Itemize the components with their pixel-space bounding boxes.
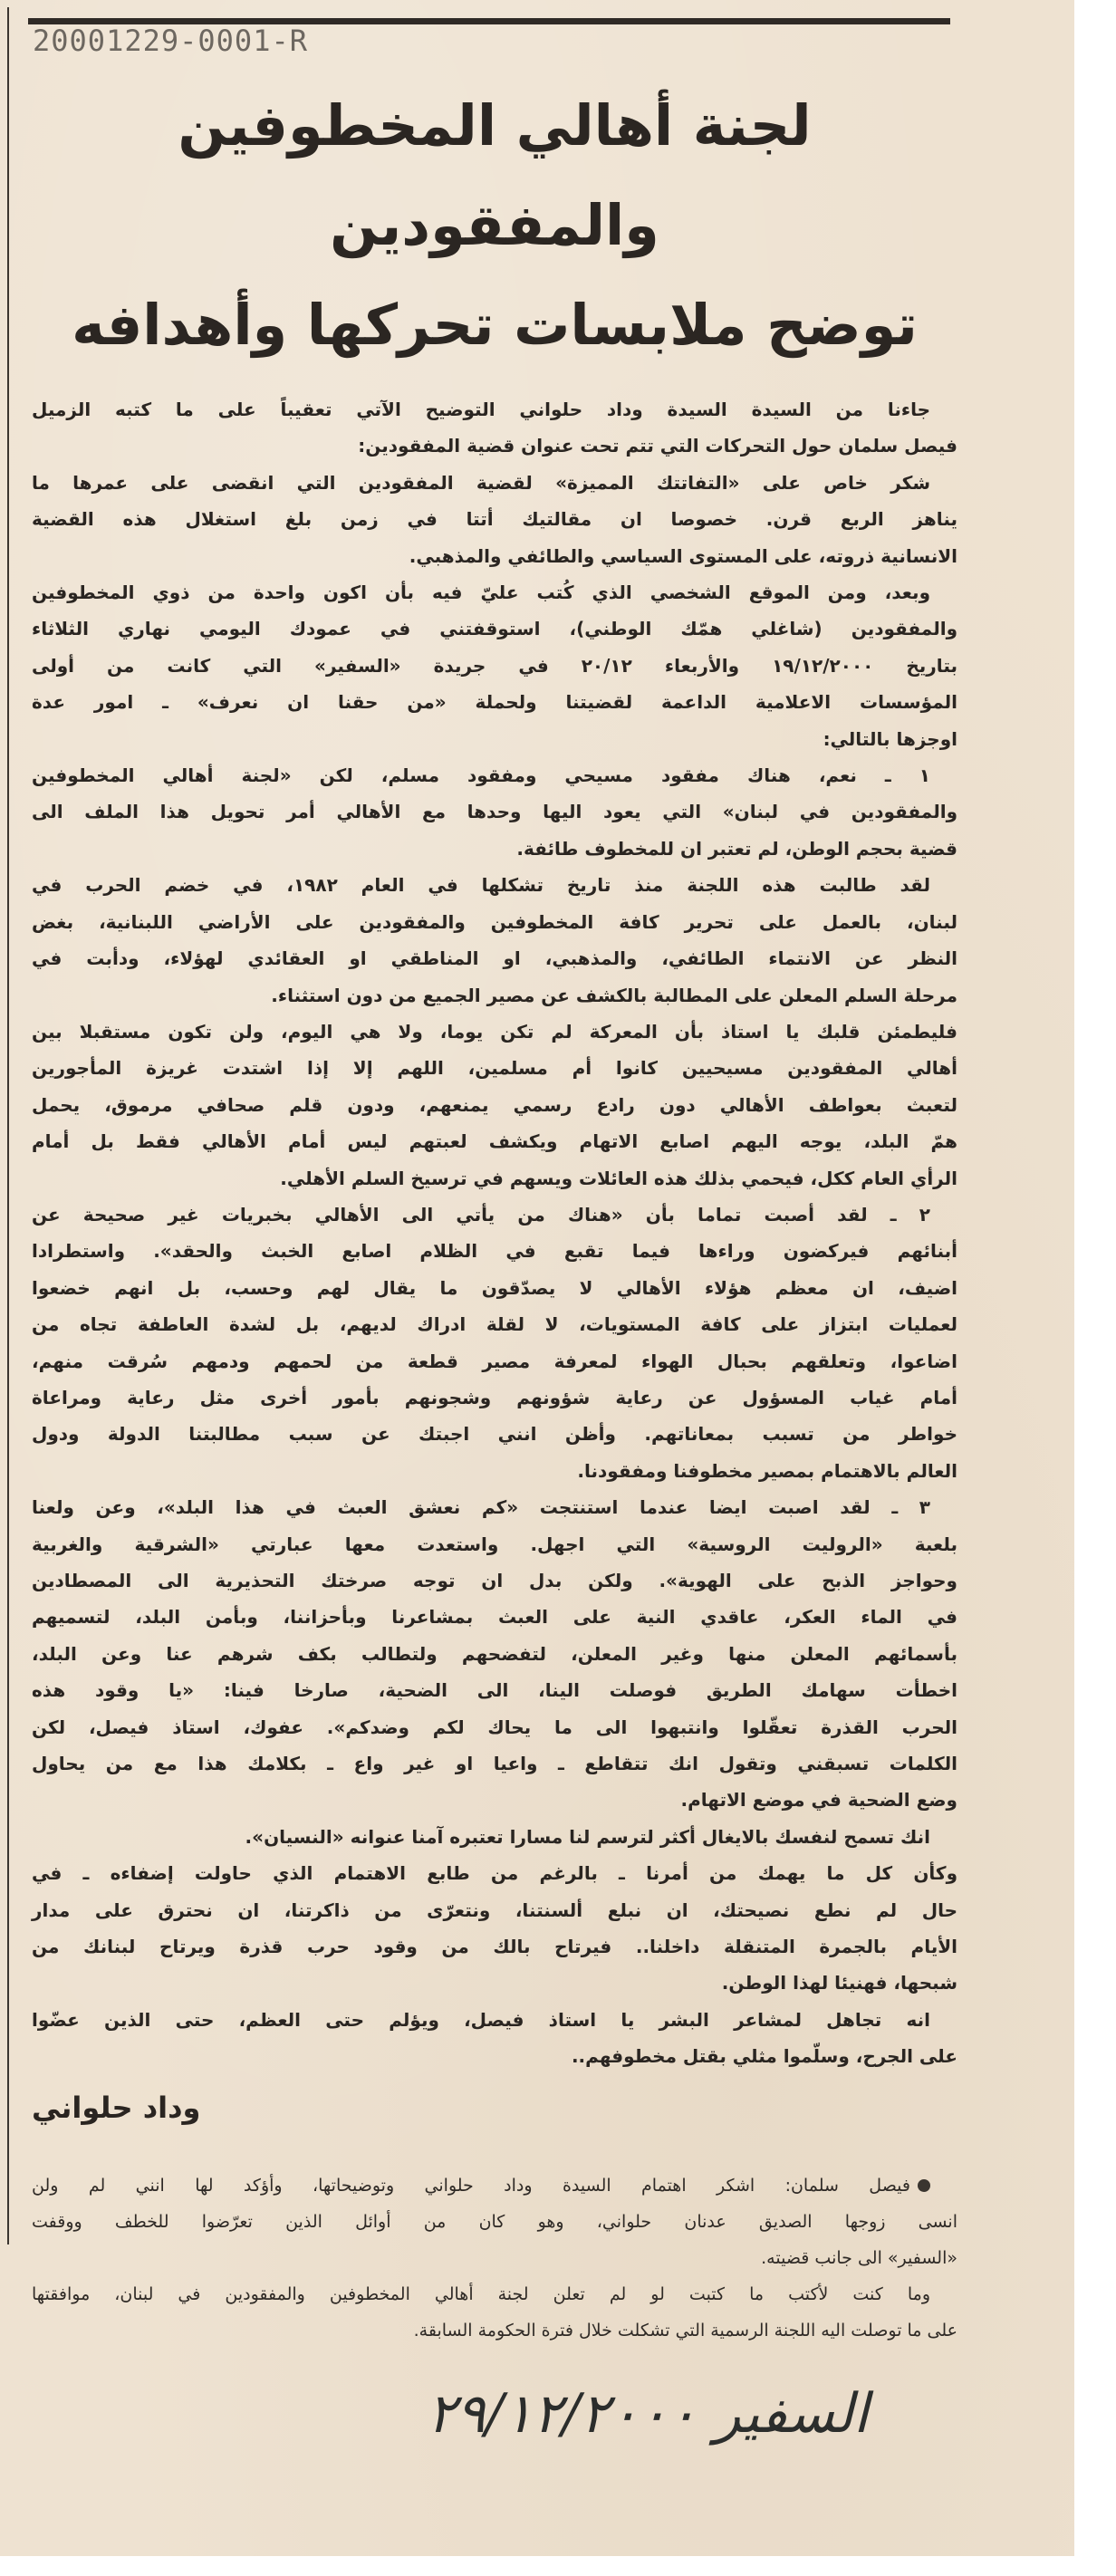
text-line: [32, 574, 957, 610]
line-text: وضع الضحية في موضع الاتهام.: [680, 1789, 957, 1812]
line-text: بأسمائهم المعلن منها وغير المعلن، لتفضحهم ولتطالب بكف شرهم عنا وعن البلد،: [32, 1642, 957, 1665]
text-line: [32, 391, 957, 428]
editor-reply: [32, 2167, 957, 2349]
text-line: [32, 757, 957, 793]
line-text: لبنان، بالعمل على تحرير كافة المخطوفين والمفقودين على الأراضي اللبنانية، بغض: [32, 910, 957, 933]
text-line: [32, 1489, 957, 1525]
line-text: لقد طالبت هذه اللجنة منذ تاريخ تشكلها في العام ١٩٨٢، في خضم الحرب في: [32, 874, 931, 897]
headline-line-2: توضح ملابسات تحركها وأهدافه: [72, 292, 918, 358]
line-text: الانسانية ذروته، على المستوى السياسي والطائفي والمذهبي.: [409, 544, 957, 567]
line-text: جاءنا من السيدة السيدة وداد حلواني التوضيح الآتي تعقيباً على ما كتبه الزميل: [32, 399, 930, 420]
text-line: [32, 465, 957, 501]
line-text: النظر عن الانتماء الطائفي، والمذهبي، او المناطقي او العقائدي لهؤلاء، ودأبت في: [32, 947, 957, 970]
text-line: [32, 1343, 957, 1379]
line-text: شكر خاص على «التفاتتك المميزة» لقضية المفقودين التي انقضى على عمرها ما: [32, 471, 930, 494]
text-line: [32, 2204, 957, 2240]
line-text: قضية بحجم الوطن، لم تعتبر ان للمخطوف طائفة.: [516, 837, 957, 860]
line-text: فليطمئن قلبك يا استاذ بأن المعركة لم تكن يوما، ولا هي اليوم، ولن تكون مستقبلا بين: [32, 1020, 957, 1043]
line-text: مرحلة السلم المعلن على المطالبة بالكشف عن مصير الجميع من دون استثناء.: [271, 984, 957, 1006]
text-line: [32, 721, 957, 757]
text-line: [32, 1928, 957, 1965]
text-line: [32, 1453, 957, 1489]
text-line: [32, 1306, 957, 1342]
line-text: في الماء العكر، عاقدي النية على العبث بمشاعرنا وبأحزاننا، وبأمن البلد، لتسميهم: [32, 1606, 957, 1629]
line-text: انسى زوجها الصديق عدنان حلواني، وهو كان من أوائل الذين تعرّضوا للخطف ووقفت: [32, 2211, 957, 2232]
line-text: الحرب القذرة تعقّلوا وانتبهوا الى ما يحاك لكم وضدكم». عفوك، استاذ فيصل، لكن: [32, 1716, 957, 1738]
text-line: [32, 831, 957, 867]
text-line: [32, 648, 957, 684]
line-text: لعمليات ابتزاز على كافة المستويات، لا لقلة ادراك لديهم، بل لشدة العاطفة تجاه من: [32, 1313, 957, 1336]
handwritten-source-date: السفير ٢٩/١٢/٢٠٠٠: [427, 2382, 869, 2446]
text-line: [32, 2240, 957, 2276]
line-text: فيصل سلمان: اشكر اهتمام السيدة وداد حلواني وتوضيحاتها، وأؤكد لها انني لم ولن: [32, 2175, 910, 2196]
line-text: العالم بالاهتمام بمصير مخطوفنا ومفقودنا.: [577, 1459, 957, 1482]
text-line: [32, 867, 957, 903]
line-text: على ما توصلت اليه اللجنة الرسمية التي تشكلت خلال فترة الحكومة السابقة.: [413, 2320, 957, 2341]
line-text: وحواجز الذبح على الهوية». ولكن بدل ان توجه صرختك التحذيرية الى المصطادين: [32, 1570, 957, 1591]
text-line: [32, 1416, 957, 1452]
line-text: أهالي المفقودين مسيحيين كانوا أم مسلمين، اللهم إلا إذا اشتدت غريزة المأجورين: [32, 1057, 957, 1080]
text-line: [32, 1050, 957, 1086]
text-line: [32, 1745, 957, 1782]
line-text: خواطر من تسبب بمعاناتهم. وأظن انني اجبتك عن سبب مطالبتنا الدولة ودول: [32, 1423, 957, 1446]
text-line: [32, 1892, 957, 1928]
line-text: والمفقودين في لبنان» التي يعود اليها وحدها مع الأهالي أمر تحويل هذا الملف الى: [32, 801, 957, 823]
text-line: [32, 940, 957, 976]
text-line: [32, 1672, 957, 1708]
line-text: ١ ـ نعم، هناك مفقود مسيحي ومفقود مسلم، لكن «لجنة أهالي المخطوفين: [32, 764, 930, 787]
line-text: أبنائهم فيركضون وراءها فيما تقبع في الظلام اصابع الخبث والحقد». واستطرادا: [32, 1240, 957, 1263]
text-line: [32, 1160, 957, 1197]
text-line: [32, 1562, 957, 1599]
line-text: فيصل سلمان حول التحركات التي تتم تحت عنوان قضية المفقودين:: [358, 435, 957, 457]
line-text: انك تسمح لنفسك بالايغال أكثر لترسم لنا مسارا تعتبره آمنا عنوانه «النسيان».: [245, 1825, 930, 1848]
text-line: [32, 1965, 957, 2001]
text-line: [32, 501, 957, 537]
text-line: [32, 1819, 957, 1855]
line-text: وما كنت لأكتب ما كتبت لو لم تعلن لجنة أهالي المخطوفين والمفقودين في لبنان، موافقتها: [32, 2283, 930, 2304]
line-text: ٢ ـ لقد أصبت تماما بأن «هناك من يأتي الى الأهالي بخبريات غير صحيحة عن: [32, 1203, 930, 1226]
article-column: [32, 76, 957, 2349]
line-text: اضاعوا، وتعلقهم بحبال الهواء لمعرفة مصير قطعة من لحمهم ودمهم سُرقت منهم،: [32, 1350, 957, 1372]
line-text: بتاريخ ١٩/١٢/٢٠٠٠ والأربعاء ٢٠/١٢ في جريدة «السفير» التي كانت من أولى: [32, 654, 957, 677]
bullet-icon: [918, 2179, 930, 2192]
article-body: [32, 391, 957, 2075]
line-text: لتعبث بعواطف الأهالي دون رادع رسمي يمنعهم، ودون قلم صحافي مرموق، يحمل: [32, 1093, 957, 1116]
text-line: [32, 1782, 957, 1818]
text-line: [32, 1526, 957, 1562]
text-line: [32, 793, 957, 830]
text-line: [32, 2276, 957, 2312]
line-text: الكلمات تسبقني وتقول انك تتقاطع ـ واعيا او غير واع ـ بكلامك هذا مع من يحاول: [32, 1753, 957, 1775]
text-line: [32, 2038, 957, 2074]
line-text: اخطأت سهامك الطريق فوصلت الينا، الى الضحية، صارخا فينا: «يا وقود هذه: [32, 1679, 957, 1702]
line-text: حال لم نطع نصيحتك، ان نبلع ألسنتنا، ونتعرّى من ذاكرتنا، ان نحترق على مدار: [32, 1898, 957, 1921]
text-line: [32, 1087, 957, 1123]
text-line: [32, 1270, 957, 1306]
text-line: [32, 1123, 957, 1159]
line-text: الرأي العام ككل، فيحمي بذلك هذه العائلات ويسهم في ترسيخ السلم الأهلي.: [280, 1167, 957, 1189]
text-line: [32, 610, 957, 647]
line-text: على الجرح، وسلّموا مثلي بقتل مخطوفهم..: [571, 2045, 957, 2068]
text-line: [32, 1636, 957, 1672]
text-line: [32, 977, 957, 1014]
line-text: أمام غياب المسؤول عن رعاية شؤونهم وشجونهم بأمور أخرى مثل رعاية ومراعاة: [32, 1386, 957, 1408]
text-line: [32, 1855, 957, 1891]
line-text: همّ البلد، يوجه اليهم اصابع الاتهام ويكشف لعبتهم ليس أمام الأهالي فقط بل أمام: [32, 1130, 957, 1153]
line-text: ٣ ـ لقد اصبت ايضا عندما استنتجت «كم نعشق العبث في هذا البلد»، وعن ولعنا: [32, 1496, 930, 1519]
text-line: [32, 2002, 957, 2038]
line-text: شبحها، فهنيئا لهذا الوطن.: [721, 1972, 957, 1994]
text-line: [32, 904, 957, 940]
line-text: اضيف، ان معظم هؤلاء الأهالي لا يصدّقون ما يقال لهم وحسب، بل انهم خضعوا: [32, 1276, 957, 1299]
text-line: [32, 2312, 957, 2349]
line-text: اوجزها بالتالي:: [823, 727, 957, 750]
line-text: وبعد، ومن الموقع الشخصي الذي كُتب عليّ فيه بأن اكون واحدة من ذوي المخطوفين: [32, 582, 930, 604]
text-line: [32, 428, 957, 464]
line-text: المؤسسات الاعلامية الداعمة لقضيتنا ولحملة «من حقنا ان نعرف» ـ امور عدة: [32, 691, 957, 714]
headline-line-1: لجنة أهالي المخطوفين والمفقودين: [178, 92, 812, 258]
line-text: انه تجاهل لمشاعر البشر يا استاذ فيصل، ويؤلم حتى العظم، حتى الذين عضّوا: [32, 2008, 930, 2031]
line-text: «السفير» الى جانب قضيته.: [761, 2247, 957, 2268]
handwritten-archive-id: 20001229-0001-R: [33, 24, 308, 58]
line-text: والمفقودين (شاغلي همّك الوطني)، استوقفتني في عمودك اليومي نهاري الثلاثاء: [32, 618, 957, 640]
line-text: بلعبة «الروليت الروسية» التي اجهل. واستعدت معها عبارتي «الشرقية والغربية: [32, 1533, 957, 1555]
line-text: الأيام بالجمرة المتنقلة داخلنا.. فيرتاح بالك من وقود حرب قذرة ويرتاح لبنانك من: [32, 1936, 957, 1958]
text-line: [32, 1709, 957, 1745]
line-text: وكأن كل ما يهمك من أمرنا ـ بالرغم من طابع الاهتمام الذي حاولت إضفاءه ـ في: [32, 1862, 957, 1885]
text-line: [32, 684, 957, 720]
author-signature: وداد حلواني: [32, 2090, 201, 2125]
text-line: [32, 1379, 957, 1416]
text-line: [32, 2167, 957, 2204]
text-line: [32, 1233, 957, 1269]
text-line: [32, 1599, 957, 1635]
text-line: [32, 1197, 957, 1233]
column-border: [7, 7, 9, 2244]
text-line: [32, 538, 957, 574]
line-text: يناهز الربع قرن. خصوصا ان مقالتيك أتتا في زمن بلغ استغلال هذه القضية: [32, 508, 957, 531]
text-line: [32, 1014, 957, 1050]
